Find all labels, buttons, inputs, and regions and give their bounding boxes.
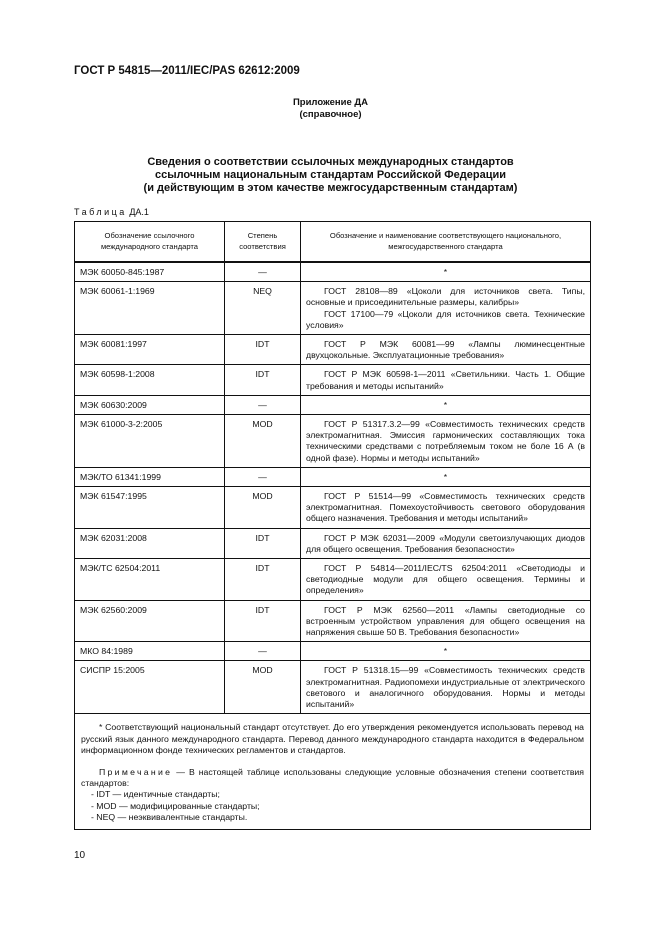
ref-standard-cell: МКО 84:1989 <box>75 642 225 661</box>
degree-cell: — <box>225 395 301 414</box>
footnote-text: * Соответствующий национальный стандарт отсутствует. До его утверждения рекомендуется использовать перевод на русский язык данного международного стандарта. Перевод данного международного стандарта находится в Федеральном информационном фонде технических регламентов и стандартов. <box>81 722 584 755</box>
national-standard-cell <box>301 335 591 365</box>
degree-cell: IDT <box>225 528 301 558</box>
title-line: Сведения о соответствии ссылочных международных стандартов <box>147 156 514 168</box>
national-standard-text: ГОСТ 17100—79 «Цоколи для источников света. Технические условия» <box>306 308 585 330</box>
document-header: ГОСТ Р 54815—2011/IEC/PAS 62612:2009 <box>74 65 300 77</box>
table-header-row <box>75 222 591 263</box>
note-label: Примечание <box>99 766 173 777</box>
table-row <box>75 262 591 282</box>
table-caption-number: ДА.1 <box>129 207 149 217</box>
appendix-title: Приложение ДА <box>292 97 369 108</box>
ref-standard-cell: МЭК 60598-1:2008 <box>75 365 225 395</box>
ref-standard-cell: МЭК 61547:1995 <box>75 487 225 529</box>
degree-cell: — <box>225 467 301 486</box>
ref-standard-cell: МЭК 60050-845:1987 <box>75 262 225 282</box>
national-standard-text: ГОСТ Р МЭК 60081—99 «Лампы люминесцентные двухцокольные. Эксплуатационные требования» <box>306 339 585 361</box>
national-standard-text: ГОСТ Р МЭК 60598-1—2011 «Светильники. Часть 1. Общие требования и методы испытаний» <box>306 369 585 391</box>
table-row <box>75 365 591 395</box>
national-standard-text: ГОСТ Р 51514—99 «Совместимость технических средств электромагнитная. Помехоустойчивость светового оборудования общего назначения. Требования и методы испытаний» <box>306 491 585 524</box>
degree-cell: MOD <box>225 487 301 529</box>
appendix-subtitle: (справочное) <box>299 109 362 120</box>
national-standard-text: ГОСТ 28108—89 «Цоколи для источников света. Типы, основные и присоединительные размеры, калибры» <box>306 286 585 308</box>
national-standard-cell: * <box>301 395 591 414</box>
ref-standard-cell: МЭК 60061-1:1969 <box>75 282 225 335</box>
ref-standard-cell: МЭК/ТС 62504:2011 <box>75 559 225 601</box>
table-row <box>75 395 591 414</box>
appendix-heading <box>0 97 661 121</box>
table-row <box>75 415 591 468</box>
note-list <box>81 789 584 823</box>
table-row <box>75 600 591 642</box>
column-header: Обозначение и наименование соответствующего национального, межгосударственного стандарта <box>301 222 591 263</box>
standards-table <box>74 221 591 830</box>
ref-standard-cell: МЭК/ТО 61341:1999 <box>75 467 225 486</box>
table-row <box>75 528 591 558</box>
table-row <box>75 661 591 714</box>
degree-cell: MOD <box>225 415 301 468</box>
column-header: Степень соответствия <box>225 222 301 263</box>
title-line: (и действующим в этом качестве межгосударственным стандартам) <box>143 182 518 194</box>
national-standard-cell <box>301 661 591 714</box>
national-standard-cell: * <box>301 467 591 486</box>
note-item: - IDT — идентичные стандарты; <box>91 789 220 800</box>
ref-standard-cell: МЭК 62560:2009 <box>75 600 225 642</box>
table-footnote <box>75 714 591 830</box>
table-row <box>75 282 591 335</box>
degree-cell: IDT <box>225 600 301 642</box>
table-row <box>75 335 591 365</box>
table-row <box>75 642 591 661</box>
page-number: 10 <box>74 850 86 861</box>
national-standard-cell <box>301 600 591 642</box>
national-standard-cell: * <box>301 642 591 661</box>
national-standard-cell <box>301 282 591 335</box>
national-standard-cell <box>301 528 591 558</box>
national-standard-cell: * <box>301 262 591 282</box>
national-standard-text: ГОСТ Р 51317.3.2—99 «Совместимость технических средств электромагнитная. Эмиссия гармонических составляющих тока техническими средствами с потребляемым током не боле 16 А (в одной фазе). Нормы и методы испытаний» <box>306 419 585 463</box>
note-item: - NEQ — неэквивалентные стандарты. <box>91 811 248 822</box>
table-row <box>75 559 591 601</box>
degree-cell: IDT <box>225 335 301 365</box>
note-item: - MOD — модифицированные стандарты; <box>91 800 260 811</box>
table-row <box>75 467 591 486</box>
table-caption-label: Таблица <box>74 207 127 217</box>
national-standard-text: ГОСТ Р 51318.15—99 «Совместимость технических средств электромагнитная. Радиопомехи индустриальные от электрического светового и аналогичного оборудования. Нормы и методы испытаний» <box>306 665 585 710</box>
degree-cell: MOD <box>225 661 301 714</box>
degree-cell: IDT <box>225 559 301 601</box>
table-caption <box>74 207 149 217</box>
table-footnote-row <box>75 714 591 830</box>
national-standard-text: ГОСТ Р МЭК 62031—2009 «Модули светоизлучающих диодов для общего освещения. Требования безопасности» <box>306 532 585 554</box>
national-standard-cell <box>301 487 591 529</box>
note-body: — В настоящей таблице использованы следующие условные обозначения степени соответствия стандартов: <box>81 766 584 789</box>
degree-cell: IDT <box>225 365 301 395</box>
national-standard-cell <box>301 365 591 395</box>
national-standard-cell <box>301 415 591 468</box>
degree-cell: NEQ <box>225 282 301 335</box>
note-text <box>81 767 584 789</box>
national-standard-text: ГОСТ Р МЭК 62560—2011 «Лампы светодиодные со встроенным устройством управления для общего освещения на напряжения свыше 50 В. Требования безопасности» <box>306 604 585 638</box>
national-standard-text: ГОСТ Р 54814—2011/IEC/TS 62504:2011 «Светодиоды и светодиодные модули для общего освещения. Термины и определения» <box>306 563 585 596</box>
section-title <box>0 156 661 195</box>
ref-standard-cell: МЭК 62031:2008 <box>75 528 225 558</box>
degree-cell: — <box>225 262 301 282</box>
ref-standard-cell: МЭК 61000-3-2:2005 <box>75 415 225 468</box>
national-standard-cell <box>301 559 591 601</box>
ref-standard-cell: МЭК 60081:1997 <box>75 335 225 365</box>
column-header: Обозначение ссылочного международного стандарта <box>75 222 225 263</box>
table-row <box>75 487 591 529</box>
degree-cell: — <box>225 642 301 661</box>
ref-standard-cell: СИСПР 15:2005 <box>75 661 225 714</box>
ref-standard-cell: МЭК 60630:2009 <box>75 395 225 414</box>
title-line: ссылочным национальным стандартам Российской Федерации <box>154 169 507 181</box>
